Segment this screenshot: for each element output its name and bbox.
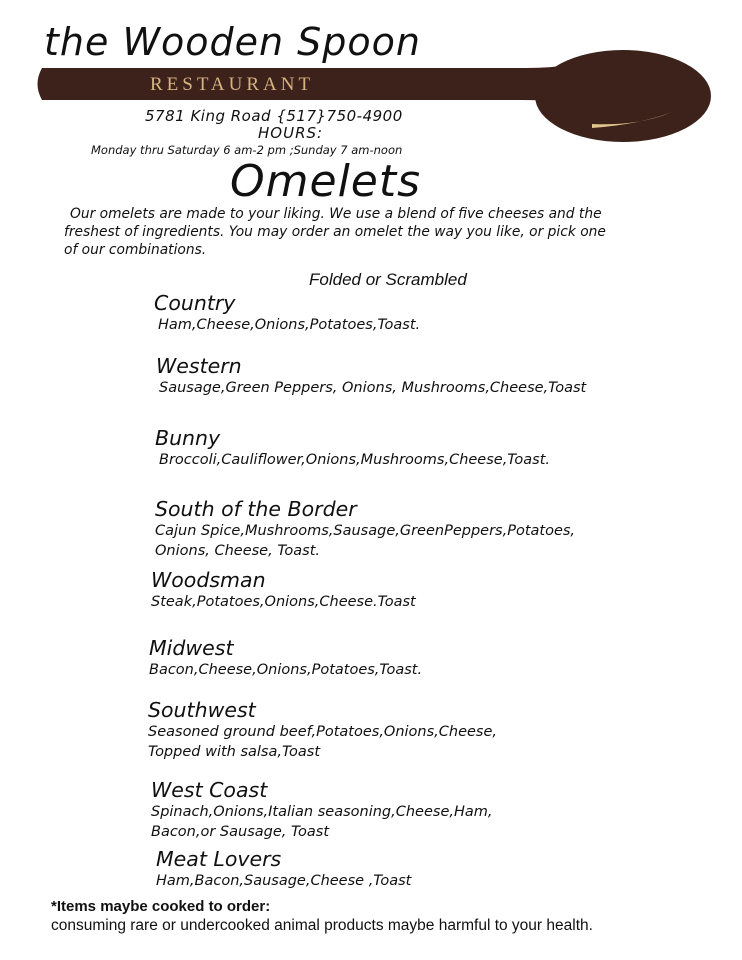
- address-phone: 5781 King Road {517}750-4900: [145, 107, 403, 125]
- menu-item: [156, 847, 411, 891]
- item-name: Western: [156, 354, 242, 378]
- menu-item: [156, 354, 586, 398]
- restaurant-name: the Wooden Spoon: [44, 20, 421, 64]
- item-desc: Spinach,Onions,Italian seasoning,Cheese,Ham,: [151, 804, 493, 820]
- menu-item: [148, 698, 497, 762]
- item-desc: Ham,Cheese,Onions,Potatoes,Toast.: [158, 317, 421, 333]
- item-desc: Cajun Spice,Mushrooms,Sausage,GreenPeppers,Potatoes,: [155, 523, 576, 539]
- intro-line: of our combinations.: [64, 242, 207, 258]
- item-name: West Coast: [151, 778, 268, 802]
- menu-item: [149, 636, 422, 680]
- item-name: Woodsman: [151, 568, 266, 592]
- intro-line: Our omelets are made to your liking. We use a blend of five cheeses and the: [70, 206, 602, 222]
- hours-text: Monday thru Saturday 6 am-2 pm ;Sunday 7 am-noon: [91, 143, 403, 157]
- item-name: Bunny: [155, 426, 221, 450]
- item-desc: Onions, Cheese, Toast.: [155, 543, 320, 559]
- menu-item: [151, 778, 493, 842]
- item-desc: Seasoned ground beef,Potatoes,Onions,Cheese,: [148, 724, 498, 740]
- item-name: South of the Border: [155, 497, 357, 521]
- item-desc: Steak,Potatoes,Onions,Cheese.Toast: [151, 594, 416, 610]
- footer-note: *Items maybe cooked to order:: [51, 898, 271, 915]
- item-name: Meat Lovers: [156, 847, 282, 871]
- menu-item: [155, 497, 575, 561]
- item-desc: Ham,Bacon,Sausage,Cheese ,Toast: [156, 873, 412, 889]
- footer-warning: consuming rare or undercooked animal products maybe harmful to your health.: [51, 917, 593, 934]
- item-desc: Topped with salsa,Toast: [148, 744, 321, 760]
- intro-line: freshest of ingredients. You may order an omelet the way you like, or pick one: [64, 224, 606, 240]
- style-label: Folded or Scrambled: [309, 270, 467, 289]
- hours-title: HOURS:: [258, 124, 324, 142]
- menu-item: [154, 291, 420, 335]
- item-name: Southwest: [148, 698, 256, 722]
- item-desc: Bacon,or Sausage, Toast: [151, 824, 330, 840]
- page-title: Omelets: [230, 156, 422, 207]
- menu-item: [155, 426, 550, 470]
- spoon-bowl: [535, 50, 711, 142]
- menu-item: [151, 568, 416, 612]
- item-desc: Sausage,Green Peppers, Onions, Mushrooms,Cheese,Toast: [159, 380, 587, 396]
- item-desc: Bacon,Cheese,Onions,Potatoes,Toast.: [149, 662, 423, 678]
- item-name: Country: [154, 291, 236, 315]
- banner-label: RESTAURANT: [150, 74, 315, 95]
- intro-text: [64, 205, 704, 259]
- item-desc: Broccoli,Cauliflower,Onions,Mushrooms,Cheese,Toast.: [159, 452, 550, 468]
- item-name: Midwest: [149, 636, 234, 660]
